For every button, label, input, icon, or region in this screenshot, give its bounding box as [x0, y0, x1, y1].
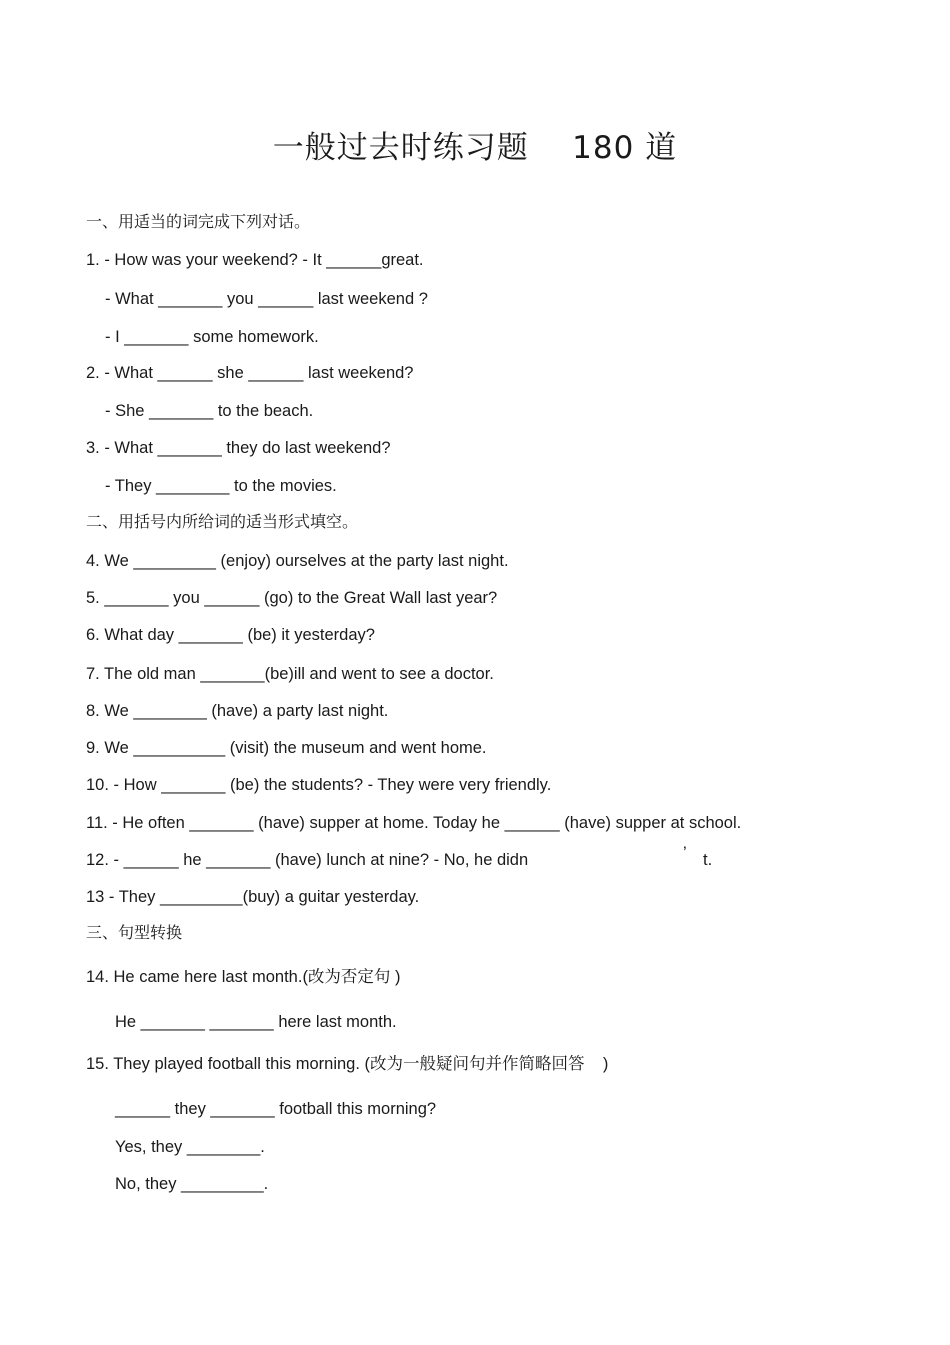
question-14-answer: He _______ _______ here last month.: [115, 1013, 397, 1031]
section-3-heading: 三、句型转换: [86, 923, 183, 942]
page-title: 一般过去时练习题 180 道: [272, 130, 678, 166]
question-10: 10. - How _______ (be) the students? - They were very friendly.: [86, 776, 552, 794]
question-1-line-2: - What _______ you ______ last weekend ?: [105, 290, 428, 308]
question-12-tail: t.: [703, 851, 713, 869]
section-1-heading: 一、用适当的词完成下列对话。: [86, 212, 311, 231]
question-2: 2. - What ______ she ______ last weekend?: [86, 364, 414, 382]
question-12-apostrophe: ’: [683, 844, 687, 862]
question-13: 13 - They _________(buy) a guitar yesterday.: [86, 888, 420, 906]
question-14: 14. He came here last month.(改为否定句 ): [86, 968, 401, 986]
question-11: 11. - He often _______ (have) supper at home. Today he ______ (have) supper at school.: [86, 814, 742, 832]
question-4: 4. We _________ (enjoy) ourselves at the party last night.: [86, 552, 509, 570]
question-3: 3. - What _______ they do last weekend?: [86, 439, 391, 457]
question-9: 9. We __________ (visit) the museum and went home.: [86, 739, 487, 757]
question-8: 8. We ________ (have) a party last night.: [86, 702, 389, 720]
question-15-answer-1: ______ they _______ football this morning?: [115, 1100, 437, 1118]
question-15: 15. They played football this morning. (改为一般疑问句并作简略回答 ): [86, 1055, 609, 1073]
question-5: 5. _______ you ______ (go) to the Great Wall last year?: [86, 589, 498, 607]
question-2-line-2: - She _______ to the beach.: [105, 402, 314, 420]
question-6: 6. What day _______ (be) it yesterday?: [86, 626, 375, 644]
question-12: 12. - ______ he _______ (have) lunch at nine? - No, he didn: [86, 851, 529, 869]
question-1: 1. - How was your weekend? - It ______great.: [86, 251, 424, 269]
question-3-line-2: - They ________ to the movies.: [105, 477, 337, 495]
question-15-answer-3: No, they _________.: [115, 1175, 269, 1193]
section-2-heading: 二、用括号内所给词的适当形式填空。: [86, 512, 359, 531]
question-15-answer-2: Yes, they ________.: [115, 1138, 265, 1156]
question-7: 7. The old man _______(be)ill and went to see a doctor.: [86, 665, 494, 683]
question-1-line-3: - I _______ some homework.: [105, 328, 319, 346]
